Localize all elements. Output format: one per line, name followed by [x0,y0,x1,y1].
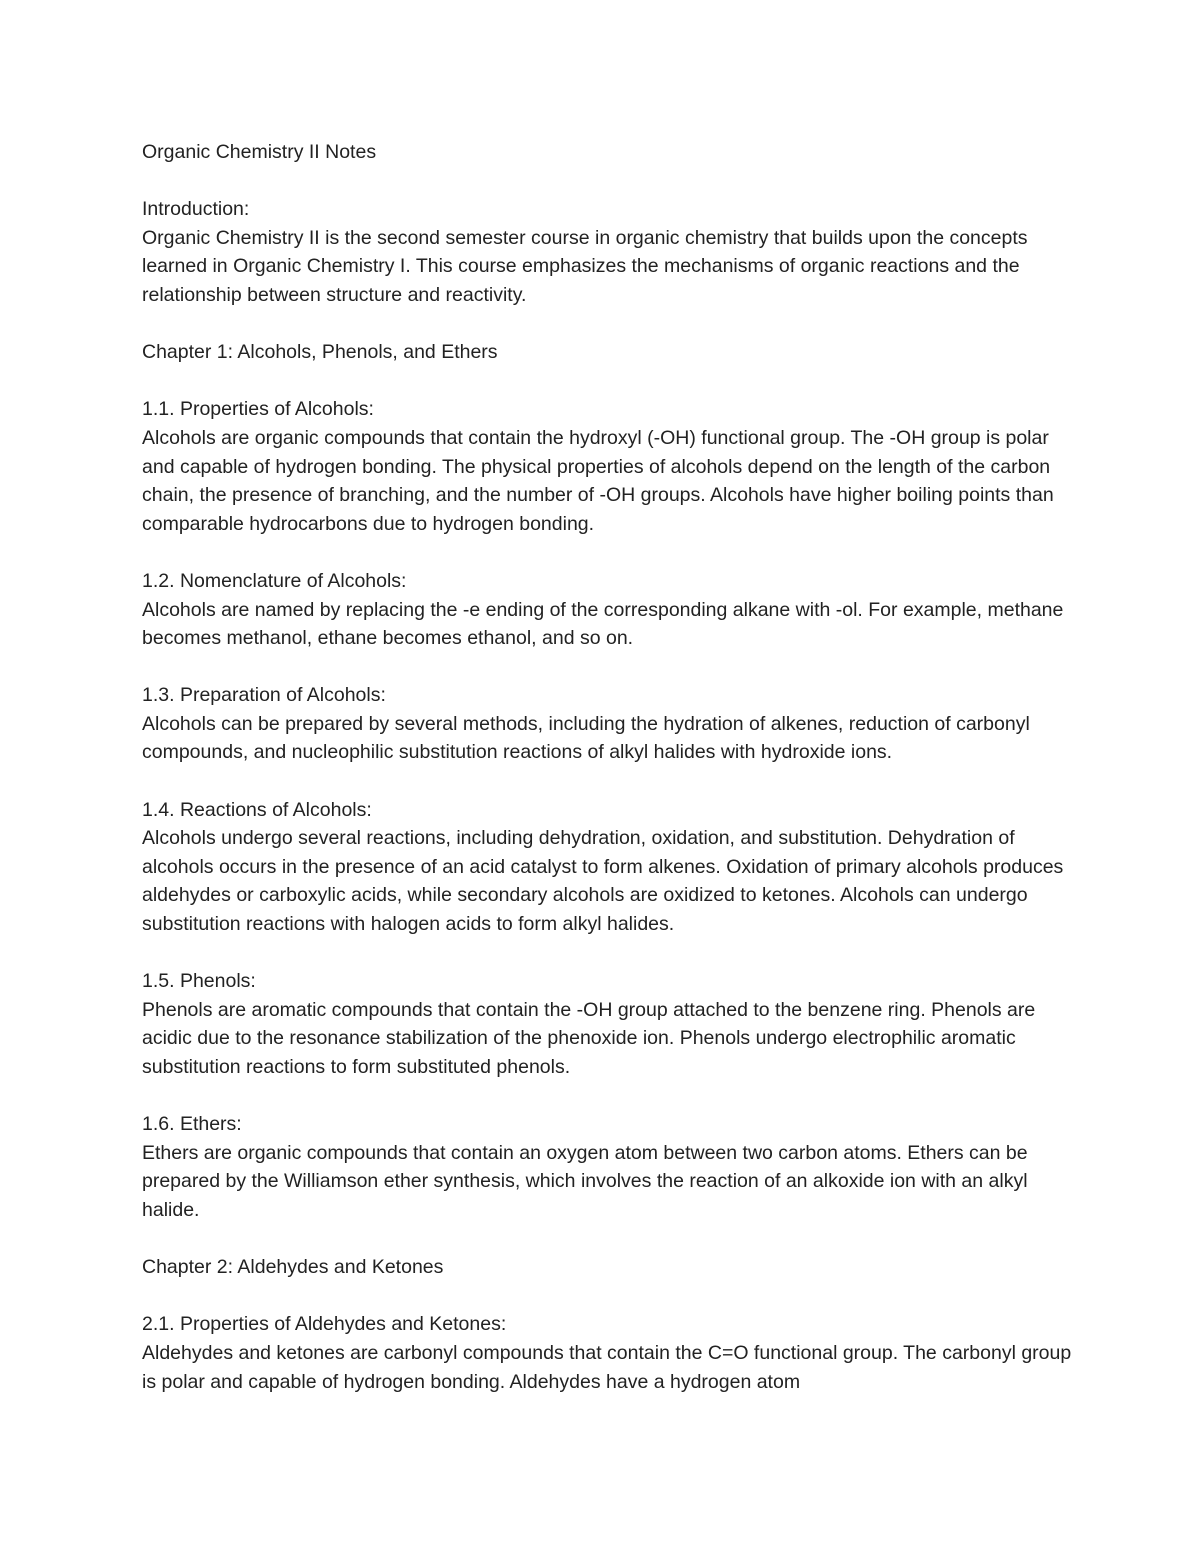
introduction-text: Organic Chemistry II is the second semester course in organic chemistry that builds upon the concepts learned in Organic Chemistry I. This course emphasizes the mechanisms of organic reactions and the relationship between structure and reactivity. [142,226,1028,306]
section-1-4-heading: 1.4. Reactions of Alcohols: [142,798,372,821]
section-1-6-heading: 1.6. Ethers: [142,1113,242,1136]
spacer [142,167,1072,196]
spacer [142,1282,1072,1311]
section-2-1-heading: 2.1. Properties of Aldehydes and Ketones: [142,1313,507,1336]
section-1-3-text: Alcohols can be prepared by several methods, including the hydration of alkenes, reduction of carbonyl compounds, and nucleophilic substitution reactions of alkyl halides with hydroxide ions. [142,712,1030,764]
section-1-5-text: Phenols are aromatic compounds that contain the -OH group attached to the benzene ring. Phenols are acidic due to the resonance stabilization of the phenoxide ion. Phenols undergo electrophilic aromatic substitution reactions to form substituted phenols. [142,998,1036,1078]
section-1-2-heading: 1.2. Nomenclature of Alcohols: [142,569,407,592]
document-title: Organic Chemistry II Notes [142,141,377,163]
section-2-1-text: Aldehydes and ketones are carbonyl compounds that contain the C=O functional group. The carbonyl group is polar and capable of hydrogen bonding. Aldehydes have a hydrogen atom [142,1341,1072,1393]
spacer [142,653,1072,682]
spacer [142,1225,1072,1254]
document-page [142,138,1072,1396]
spacer [142,939,1072,968]
section-1-4-text: Alcohols undergo several reactions, including dehydration, oxidation, and substitution. Dehydration of alcohols occurs in the presence of an acid catalyst to form alkenes. Oxidation of primary alcohols produces aldehydes or carboxylic acids, while secondary alcohols are oxidized to ketones. Alcohols can undergo substitution reactions with halogen acids to form alkyl halides. [142,827,1064,936]
section-1-3-heading: 1.3. Preparation of Alcohols: [142,684,386,707]
section-1-1-heading: 1.1. Properties of Alcohols: [142,398,374,421]
section-1-6-text: Ethers are organic compounds that contain an oxygen atom between two carbon atoms. Ethers can be prepared by the Williamson ether synthesis, which involves the reaction of an alkoxide ion with an alkyl halide. [142,1141,1028,1221]
spacer [142,1082,1072,1111]
section-1-1-text: Alcohols are organic compounds that contain the hydroxyl (-OH) functional group. The -OH group is polar and capable of hydrogen bonding. The physical properties of alcohols depend on the length of the carbon chain, the presence of branching, and the number of -OH groups. Alcohols have higher boiling points than comparable hydrocarbons due to hydrogen bonding. [142,426,1054,535]
section-1-2-text: Alcohols are named by replacing the -e ending of the corresponding alkane with -ol. For example, methane becomes methanol, ethane becomes ethanol, and so on. [142,598,1064,650]
chapter-1-heading: Chapter 1: Alcohols, Phenols, and Ethers [142,341,498,364]
chapter-2-heading: Chapter 2: Aldehydes and Ketones [142,1256,444,1279]
introduction-heading: Introduction: [142,198,250,221]
spacer [142,367,1072,396]
spacer [142,767,1072,796]
spacer [142,538,1072,567]
section-1-5-heading: 1.5. Phenols: [142,970,256,993]
spacer [142,310,1072,339]
